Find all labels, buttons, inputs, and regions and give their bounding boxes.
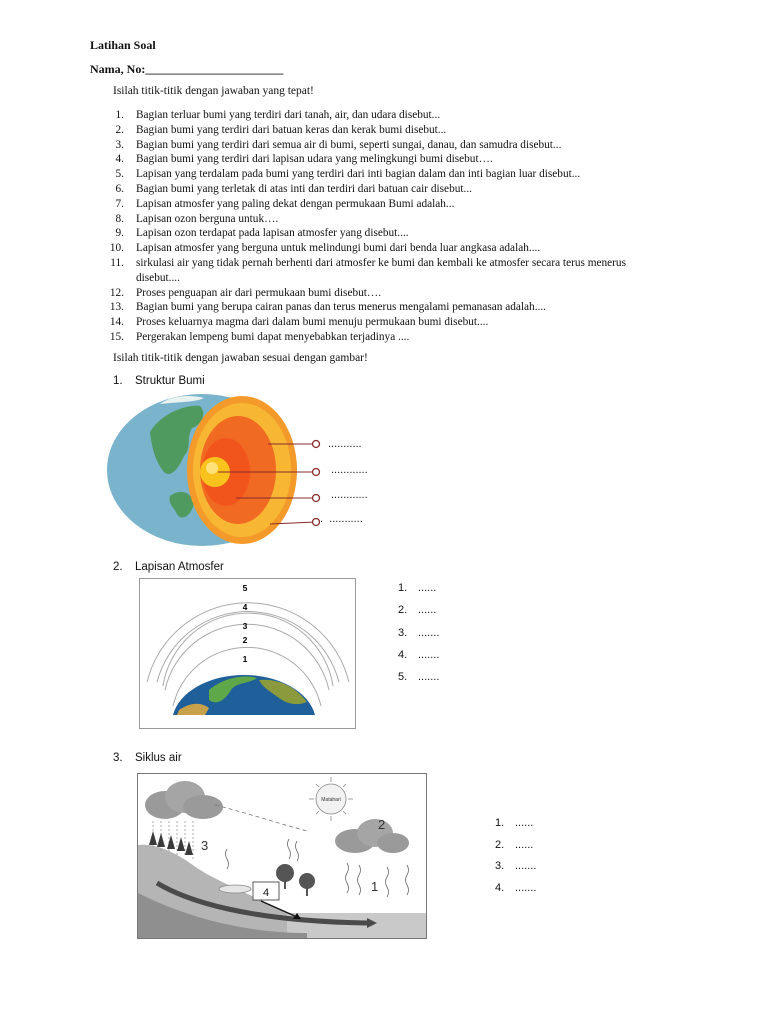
pointer-dot [313,469,320,476]
earth-blank-2: ............ [331,464,368,476]
answer-line: 4. ....... [495,882,537,895]
question-item: 11. sirkulasi air yang tidak pernah berhenti dari atmosfer ke bumi dan kembali ke atmosfer secara terus menerus disebut.... [110,256,626,284]
pointer-dot [313,519,320,526]
layer-number-5: 5 [242,583,248,593]
layer-number-2: 2 [242,635,248,645]
pointer-dot [313,441,320,448]
question-item: 12. Proses penguapan air dari permukaan bumi disebut…. [109,286,382,299]
question-item: 2. Bagian bumi yang terdiri dari batuan keras dan kerak bumi disebut... [115,123,447,136]
section-water-cycle-label: 3. Siklus air [113,752,182,764]
question-item: 8. Lapisan ozon berguna untuk…. [115,212,279,225]
answer-line: 5. ....... [398,671,440,684]
worksheet-title: Latihan Soal [90,38,156,52]
name-field-label: Nama, No:_______________________ [90,62,284,76]
question-item: 14. Proses keluarnya magma dari dalam bumi menuju permukaan bumi disebut.... [109,316,489,329]
diagram-number-1: 1 [371,879,379,894]
answer-line: 3. ....... [495,860,537,873]
earth-blank-4: . ........... [320,513,363,525]
question-item: 7. Lapisan atmosfer yang paling dekat dengan permukaan Bumi adalah... [115,197,455,210]
question-item: 9. Lapisan ozon terdapat pada lapisan atmosfer yang disebut.... [115,227,409,240]
question-item: 4. Bagian bumi yang terdiri dari lapisan udara yang melingkungi bumi disebut…. [115,153,493,166]
earth-blank-1: ........... [328,438,362,450]
question-list [104,108,664,345]
earth-blank-3: ............ [331,489,368,501]
answer-line: 1. ...... [398,582,437,594]
question-item: 10. Lapisan atmosfer yang berguna untuk melindungi bumi dari benda luar angkasa adalah.... [109,242,541,255]
part2-instruction: Isilah titik-titik dengan jawaban sesuai dengan gambar! [113,352,368,364]
layer-number-1: 1 [242,654,248,664]
section-atmosphere-label: 2. Lapisan Atmosfer [113,561,224,573]
question-item: 5. Lapisan yang terdalam pada bumi yang terdiri dari inti bagian dalam dan inti bagian luar disebut... [115,168,581,181]
core-highlight [206,462,218,474]
answer-line: 2. ...... [495,838,534,851]
answer-line: 2. ...... [398,604,437,617]
section-earth-structure-label: 1. Struktur Bumi [113,375,205,387]
sea [287,913,426,938]
layer-number-3: 3 [242,621,248,631]
pointer-dot [313,495,320,502]
question-item: 15. Pergerakan lempeng bumi dapat menyebabkan terjadinya .... [109,330,410,343]
part1-instruction: Isilah titik-titik dengan jawaban yang tepat! [113,85,314,97]
layer-number-4: 4 [242,602,248,612]
sun-label: Matahari [321,797,341,803]
water-cycle-answer-list [495,817,536,904]
answer-line: 3. ....... [398,626,440,639]
question-item: 13. Bagian bumi yang berupa cairan panas dan terus menerus mengalami pemanasan adalah.... [109,301,546,314]
answer-line: 1. ...... [495,817,534,829]
diagram-number-4: 4 [262,887,270,899]
question-item: 1. Bagian terluar bumi yang terdiri dari tanah, air, dan udara disebut... [115,109,441,121]
diagram-number-3: 3 [201,838,209,853]
earth-structure-diagram [100,392,340,552]
atmosphere-diagram [139,578,356,729]
question-item: 6. Bagian bumi yang terletak di atas inti dan terdiri dari batuan cair disebut... [115,182,472,195]
water-cycle-diagram [137,773,427,939]
diagram-number-2: 2 [378,817,386,832]
question-item: 3. Bagian bumi yang terdiri dari semua air di bumi, seperti sungai, danau, dan samudra disebut... [115,138,562,151]
lake [219,885,251,893]
atmosphere-answer-list [398,582,439,693]
answer-line: 4. ....... [398,648,440,661]
